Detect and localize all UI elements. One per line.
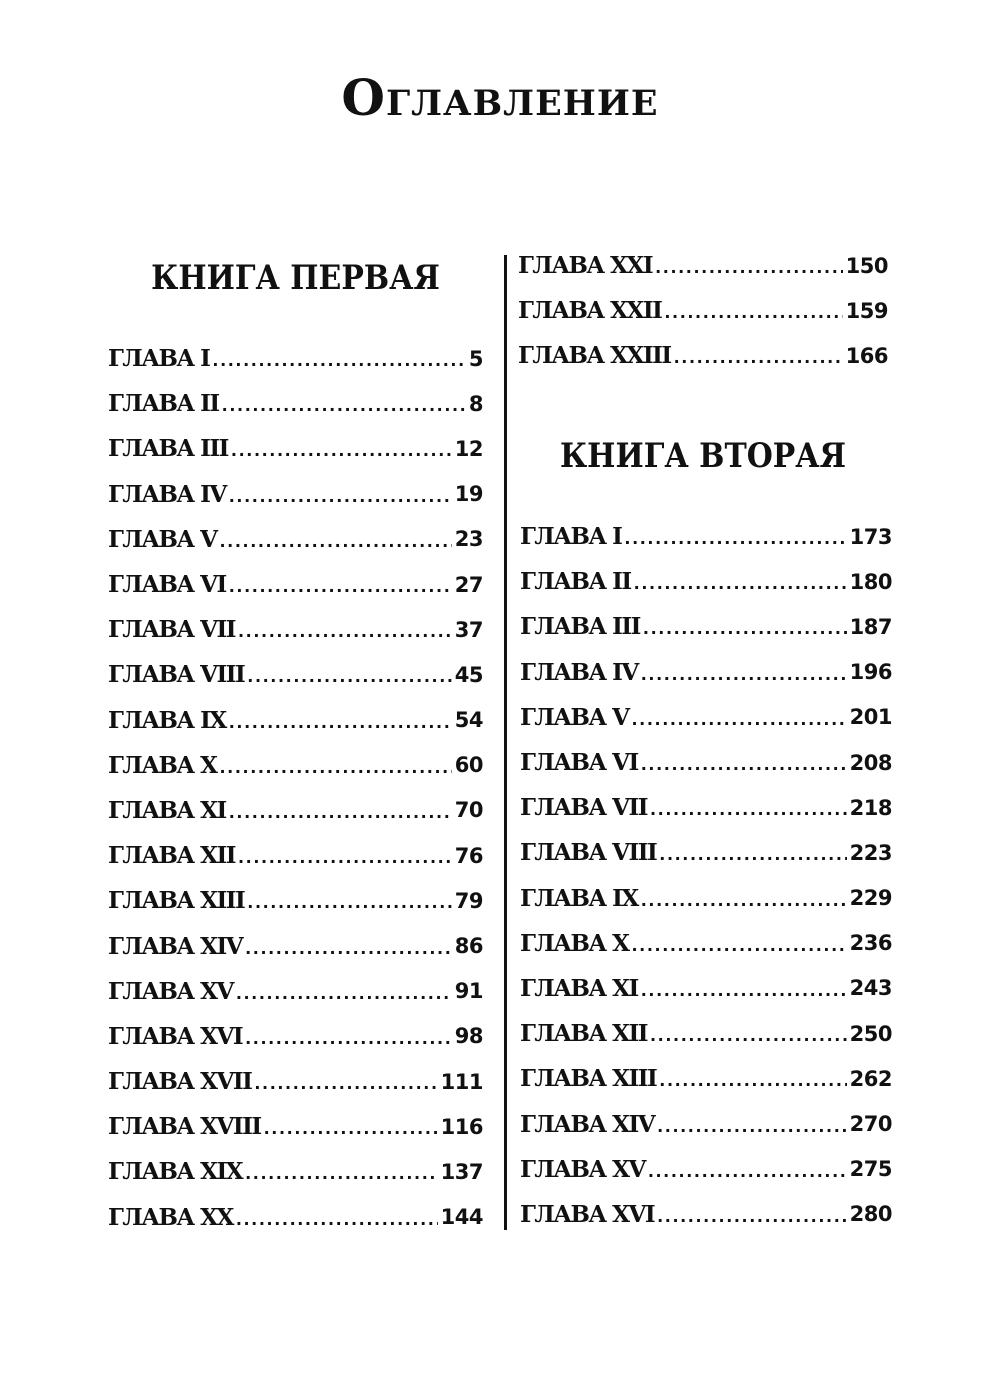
toc-entry — [108, 517, 483, 562]
chapter-label: ГЛАВА III — [520, 613, 640, 641]
dot-leader — [634, 574, 847, 593]
page-number: 223 — [849, 840, 892, 865]
chapter-label: ГЛАВА XVI — [108, 1022, 243, 1050]
chapter-label: ГЛАВА V — [520, 703, 629, 731]
toc-entry — [108, 426, 483, 471]
chapter-label: ГЛАВА XI — [108, 796, 226, 824]
page-number: 116 — [440, 1114, 483, 1139]
page-number: 196 — [849, 660, 892, 685]
chapter-label: ГЛАВА VIII — [520, 839, 657, 867]
page-number: 137 — [440, 1159, 483, 1184]
dot-leader — [238, 848, 452, 867]
toc-entry — [518, 333, 888, 378]
chapter-label: ГЛАВА XII — [108, 842, 235, 870]
toc-entry — [108, 1014, 483, 1059]
page-number: 79 — [454, 888, 483, 913]
dot-leader — [236, 984, 452, 1003]
chapter-label: ГЛАВА IX — [520, 884, 638, 912]
page-number: 27 — [454, 572, 483, 597]
dot-leader — [245, 1029, 452, 1048]
page-number: 218 — [849, 795, 892, 820]
page-number: 54 — [454, 708, 483, 733]
toc-entry — [518, 243, 888, 288]
toc-entry — [520, 559, 892, 604]
page-number: 91 — [454, 979, 483, 1004]
page-number: 187 — [849, 614, 892, 639]
chapter-label: ГЛАВА XIX — [108, 1158, 243, 1186]
dot-leader — [631, 936, 846, 955]
toc-entry — [108, 788, 483, 833]
book-one-toc-continued — [518, 243, 888, 379]
chapter-label: ГЛАВА XIII — [108, 887, 245, 915]
page-number: 166 — [845, 343, 888, 368]
page-number: 111 — [440, 1069, 483, 1094]
chapter-label: ГЛАВА XVI — [520, 1200, 655, 1228]
page-number: 5 — [468, 346, 483, 371]
book-two-toc-column — [520, 514, 892, 1237]
chapter-label: ГЛАВА I — [520, 523, 622, 551]
page-number: 208 — [849, 750, 892, 775]
chapter-label: ГЛАВА X — [108, 751, 217, 779]
page-number: 8 — [468, 391, 483, 416]
dot-leader — [254, 1074, 437, 1093]
toc-entry — [108, 1059, 483, 1104]
page-number: 159 — [845, 298, 888, 323]
chapter-label: ГЛАВА IV — [108, 480, 226, 508]
dot-leader — [641, 981, 847, 1000]
chapter-label: ГЛАВА VII — [520, 794, 647, 822]
dot-leader — [229, 803, 452, 822]
dot-leader — [659, 1071, 846, 1090]
chapter-label: ГЛАВА IX — [108, 706, 226, 734]
dot-leader — [641, 891, 847, 910]
chapter-label: ГЛАВА II — [520, 568, 631, 596]
book-one-toc-column — [108, 336, 483, 1240]
toc-entry — [108, 652, 483, 697]
dot-leader — [664, 303, 842, 322]
toc-entry — [520, 740, 892, 785]
dot-leader — [643, 619, 847, 638]
dot-leader — [247, 893, 452, 912]
toc-entry — [520, 876, 892, 921]
toc-entry — [520, 785, 892, 830]
chapter-label: ГЛАВА XV — [108, 977, 233, 1005]
toc-entry — [108, 969, 483, 1014]
dot-leader — [641, 665, 847, 684]
chapter-label: ГЛАВА XVII — [108, 1068, 252, 1096]
dot-leader — [229, 577, 452, 596]
page-number: 229 — [849, 886, 892, 911]
page-number: 70 — [454, 798, 483, 823]
chapter-label: ГЛАВА V — [108, 525, 217, 553]
toc-entry — [520, 921, 892, 966]
dot-leader — [229, 713, 452, 732]
toc-entry — [520, 830, 892, 875]
toc-entry — [108, 472, 483, 517]
toc-entry — [520, 604, 892, 649]
dot-leader — [641, 755, 847, 774]
chapter-label: ГЛАВА IV — [520, 658, 638, 686]
page-number: 98 — [454, 1024, 483, 1049]
dot-leader — [674, 348, 843, 367]
toc-entry — [520, 966, 892, 1011]
page-number: 280 — [849, 1202, 892, 1227]
toc-entry — [108, 698, 483, 743]
page-title: Оглавление — [341, 68, 659, 127]
chapter-label: ГЛАВА VII — [108, 616, 235, 644]
toc-entry — [108, 833, 483, 878]
page-number: 243 — [849, 976, 892, 1001]
page-number: 12 — [454, 436, 483, 461]
dot-leader — [222, 396, 466, 415]
page-number: 180 — [849, 569, 892, 594]
chapter-label: ГЛАВА XI — [520, 974, 638, 1002]
toc-entry — [108, 336, 483, 381]
dot-leader — [236, 1210, 438, 1229]
page-number: 173 — [849, 524, 892, 549]
chapter-label: ГЛАВА XXIII — [518, 342, 671, 370]
chapter-label: ГЛАВА X — [520, 929, 629, 957]
page-number: 270 — [849, 1112, 892, 1137]
column-divider — [504, 255, 507, 1230]
toc-entry — [108, 923, 483, 968]
page-number: 275 — [849, 1157, 892, 1182]
page-number: 23 — [454, 527, 483, 552]
dot-leader — [219, 758, 451, 777]
dot-leader — [245, 939, 452, 958]
page-number: 262 — [849, 1066, 892, 1091]
dot-leader — [245, 1164, 438, 1183]
page-number: 60 — [454, 753, 483, 778]
toc-entry — [520, 1011, 892, 1056]
toc-entry — [108, 743, 483, 788]
toc-entry — [108, 1149, 483, 1194]
toc-entry — [520, 650, 892, 695]
page-number: 144 — [440, 1205, 483, 1230]
chapter-label: ГЛАВА XXI — [518, 252, 653, 280]
chapter-label: ГЛАВА VIII — [108, 661, 245, 689]
toc-entry — [520, 1147, 892, 1192]
toc-entry — [108, 1104, 483, 1149]
chapter-label: ГЛАВА XIII — [520, 1065, 657, 1093]
toc-entry — [520, 1192, 892, 1237]
chapter-label: ГЛАВА I — [108, 345, 210, 373]
chapter-label: ГЛАВА XV — [520, 1155, 645, 1183]
dot-leader — [212, 351, 465, 370]
toc-entry — [520, 514, 892, 559]
page-number: 76 — [454, 843, 483, 868]
page-number: 45 — [454, 662, 483, 687]
dot-leader — [219, 532, 451, 551]
dot-leader — [624, 529, 846, 548]
dot-leader — [650, 800, 847, 819]
dot-leader — [648, 1162, 847, 1181]
dot-leader — [231, 441, 452, 460]
toc-entry — [520, 695, 892, 740]
dot-leader — [631, 710, 846, 729]
page-number: 150 — [845, 253, 888, 278]
page-number: 236 — [849, 931, 892, 956]
toc-entry — [108, 381, 483, 426]
toc-entry — [518, 288, 888, 333]
dot-leader — [247, 667, 452, 686]
chapter-label: ГЛАВА XIV — [520, 1110, 655, 1138]
page-number: 37 — [454, 617, 483, 642]
chapter-label: ГЛАВА VI — [108, 571, 226, 599]
dot-leader — [657, 1117, 847, 1136]
toc-entry — [108, 607, 483, 652]
dot-leader — [238, 622, 452, 641]
toc-entry — [520, 1101, 892, 1146]
page-number: 19 — [454, 482, 483, 507]
dot-leader — [650, 1026, 847, 1045]
chapter-label: ГЛАВА XXII — [518, 297, 662, 325]
page-number: 250 — [849, 1021, 892, 1046]
page-number: 201 — [849, 705, 892, 730]
chapter-label: ГЛАВА XIV — [108, 932, 243, 960]
chapter-label: ГЛАВА XX — [108, 1203, 233, 1231]
page-number: 86 — [454, 934, 483, 959]
chapter-label: ГЛАВА II — [108, 390, 219, 418]
chapter-label: ГЛАВА XVIII — [108, 1113, 261, 1141]
toc-entry — [108, 878, 483, 923]
dot-leader — [264, 1119, 438, 1138]
chapter-label: ГЛАВА VI — [520, 749, 638, 777]
chapter-label: ГЛАВА III — [108, 435, 228, 463]
toc-entry — [108, 1195, 483, 1240]
book-two-heading: КНИГА ВТОРАЯ — [559, 436, 847, 476]
dot-leader — [659, 845, 846, 864]
dot-leader — [655, 258, 843, 277]
dot-leader — [657, 1207, 847, 1226]
toc-entry — [520, 1056, 892, 1101]
dot-leader — [229, 487, 452, 506]
book-one-heading: КНИГА ПЕРВАЯ — [151, 258, 440, 298]
chapter-label: ГЛАВА XII — [520, 1020, 647, 1048]
toc-entry — [108, 562, 483, 607]
